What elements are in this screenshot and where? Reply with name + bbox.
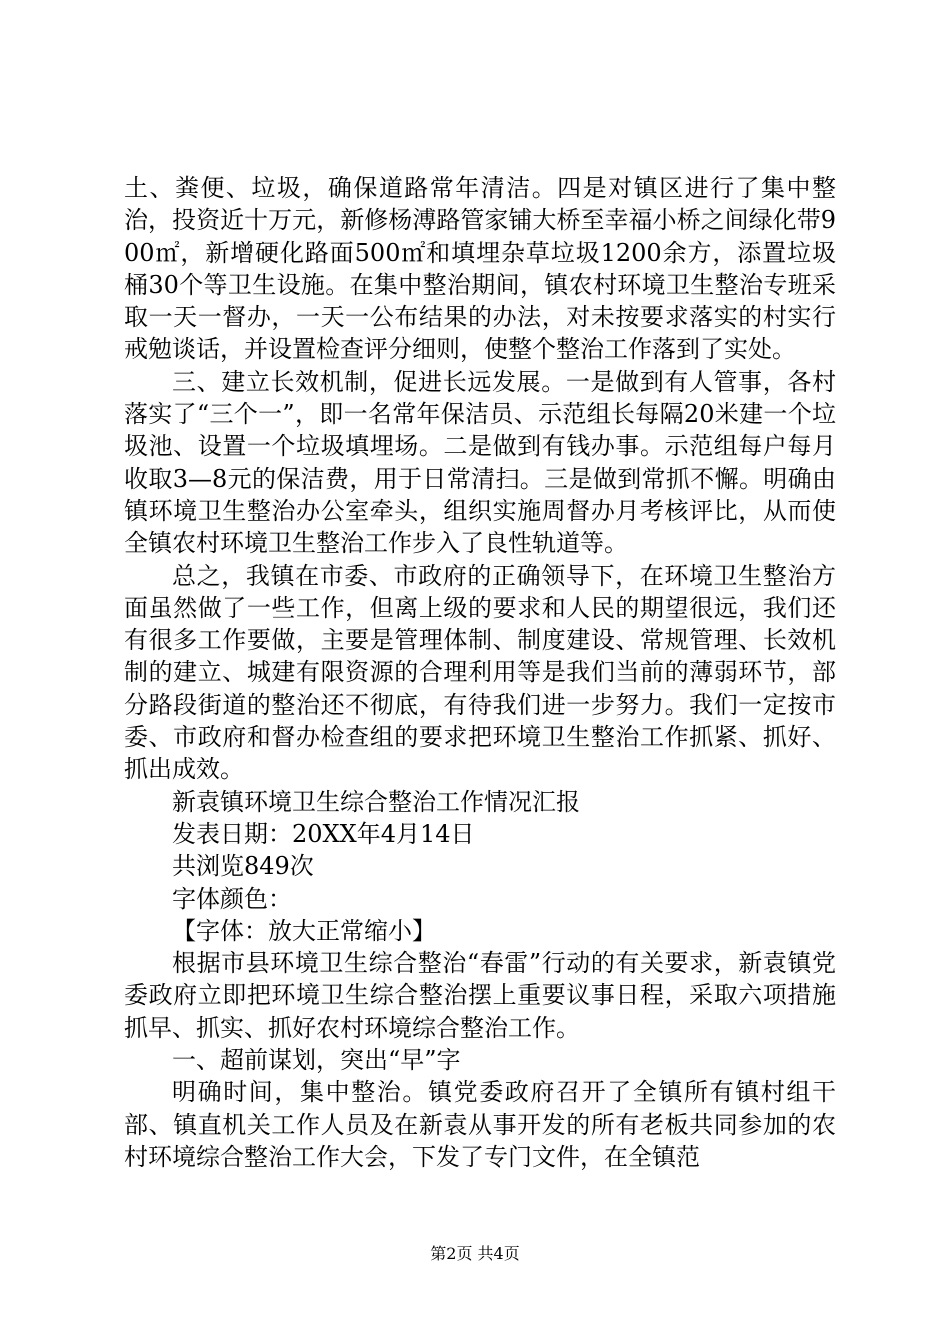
view-count: 共浏览849次 bbox=[172, 852, 314, 881]
paragraph-intro: 根据市县环境卫生综合整治“春雷”行动的有关要求，新袁镇党委政府立即把环境卫生综合整治摆上重要议事日程，采取六项措施抓早、抓实、抓好农村环境综合整治工作。 bbox=[124, 949, 836, 1042]
font-color-label: 字体颜色： bbox=[172, 884, 292, 913]
paragraph-conclusion: 总之，我镇在市委、市政府的正确领导下，在环境卫生整治方面虽然做了一些工作，但离上级的要求和人民的期望很远，我们还有很多工作要做，主要是管理体制、制度建设、常规管理、长效机制的建立、城建有限资源的合理利用等是我们当前的薄弱环节，部分路段街道的整治还不彻底，有待我们进一步努力。我们一定按市委、市政府和督办检查组的要求把环境卫生整治工作抓紧、抓好、抓出成效。 bbox=[124, 561, 836, 784]
paragraph-continuation: 土、粪便、垃圾，确保道路常年清洁。四是对镇区进行了集中整治，投资近十万元，新修杨溥路管家铺大桥至幸福小桥之间绿化带900㎡，新增硬化路面500㎡和填埋杂草垃圾1200余方，添置垃圾桶30个等卫生设施。在集中整治期间，镇农村环境卫生整治专班采取一天一督办，一天一公布结果的办法，对未按要求落实的村实行戒勉谈话，并设置检查评分细则，使整个整治工作落到了实处。 bbox=[124, 174, 836, 364]
section-heading-one: 一、超前谋划，突出“早”字 bbox=[172, 1046, 461, 1075]
font-size-controls: 【字体：放大正常缩小】 bbox=[172, 916, 436, 945]
document-body bbox=[124, 172, 836, 1173]
article-title: 新袁镇环境卫生综合整治工作情况汇报 bbox=[172, 787, 580, 816]
paragraph-section-three: 三、建立长效机制，促进长远发展。一是做到有人管事，各村落实了“三个一”，即一名常年保洁员、示范组长每隔20米建一个垃圾池、设置一个垃圾填埋场。二是做到有钱办事。示范组每户每月收取3—8元的保洁费，用于日常清扫。三是做到常抓不懈。明确由镇环境卫生整治办公室牵头，组织实施周督办月考核评比，从而使全镇农村环境卫生整治工作步入了良性轨道等。 bbox=[124, 367, 836, 558]
publish-date: 发表日期：20XX年4月14日 bbox=[172, 819, 475, 848]
page-footer: 第2页 共4页 bbox=[430, 1244, 520, 1263]
paragraph-section-one: 明确时间，集中整治。镇党委政府召开了全镇所有镇村组干部、镇直机关工作人员及在新袁从事开发的所有老板共同参加的农村环境综合整治工作大会，下发了专门文件，在全镇范 bbox=[124, 1078, 836, 1171]
